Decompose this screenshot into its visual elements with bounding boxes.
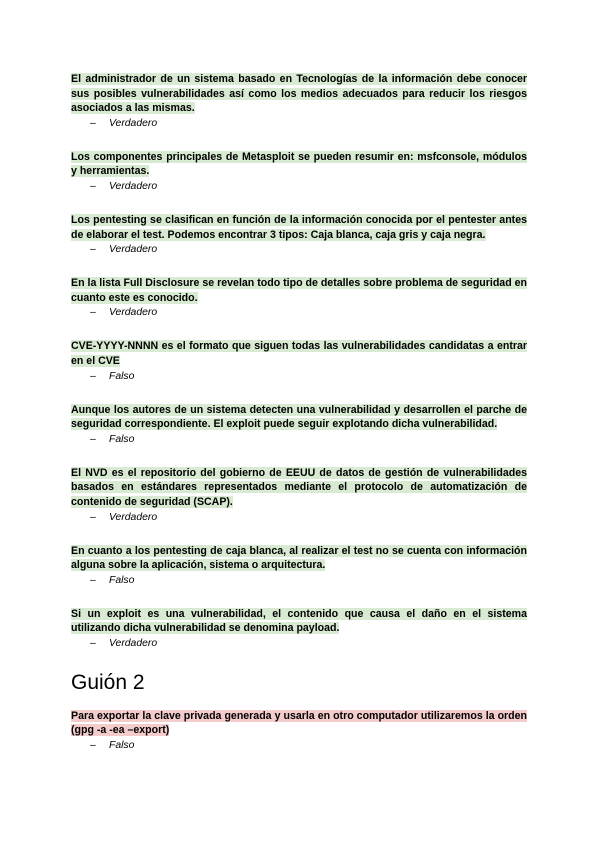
answer-line [90, 306, 527, 320]
answer-text: Verdadero [109, 117, 158, 129]
question-item [71, 150, 527, 194]
question-item [71, 544, 527, 588]
question-item [71, 276, 527, 320]
answer-line [90, 243, 527, 257]
question-text: En la lista Full Disclosure se revelan todo tipo de detalles sobre problema de seguridad en cuanto este es conocido. [71, 277, 527, 304]
answer-line [90, 180, 527, 194]
question-text-block [71, 150, 527, 179]
dash-bullet: – [90, 433, 96, 445]
question-text: El administrador de un sistema basado en Tecnologías de la información debe conocer sus posibles vulnerabilidades así como los medios adecuados para reducir los riesgos asociados a las mismas. [71, 73, 527, 115]
answer-line [90, 637, 527, 651]
question-item [71, 709, 527, 753]
question-text-block [71, 72, 527, 116]
answer-text: Verdadero [109, 637, 158, 649]
dash-bullet: – [90, 117, 96, 129]
question-text: Los componentes principales de Metasploit se pueden resumir en: msfconsole, módulos y herramientas. [71, 150, 527, 178]
question-item [71, 403, 527, 447]
question-item [71, 72, 527, 131]
answer-text: Verdadero [109, 511, 158, 523]
dash-bullet: – [90, 180, 96, 192]
dash-bullet: – [90, 574, 96, 586]
dash-bullet: – [90, 740, 96, 752]
question-text: Aunque los autores de un sistema detecten una vulnerabilidad y desarrollen el parche de seguridad correspondiente. El exploit puede seguir explotando dicha vulnerabilidad. [71, 403, 527, 431]
answer-text: Falso [109, 370, 135, 382]
question-item [71, 339, 527, 383]
question-item [71, 607, 527, 651]
dash-bullet: – [90, 637, 96, 649]
answer-text: Falso [109, 574, 135, 586]
question-text-block [71, 276, 527, 305]
question-text: En cuanto a los pentesting de caja blanca, al realizar el test no se cuenta con información alguna sobre la aplicación, sistema o arquitectura. [71, 544, 527, 572]
answer-text: Falso [109, 433, 135, 445]
dash-bullet: – [90, 511, 96, 523]
question-text-block [71, 213, 527, 242]
question-item [71, 213, 527, 257]
answer-text: Falso [109, 740, 135, 752]
question-text: Para exportar la clave privada generada y usarla en otro computador utilizaremos la orden (gpg -a -ea –export) [71, 709, 527, 737]
answer-line [90, 574, 527, 588]
answer-line [90, 511, 527, 525]
answer-line [90, 433, 527, 447]
answer-text: Verdadero [109, 244, 158, 256]
answer-text: Verdadero [109, 307, 158, 319]
document-page [71, 72, 527, 772]
dash-bullet: – [90, 244, 96, 256]
answer-text: Verdadero [109, 180, 158, 192]
question-text: El NVD es el repositorio del gobierno de EEUU de datos de gestión de vulnerabilidades basados en estándares representados mediante el protocolo de automatización de contenido de seguridad (SCAP). [71, 466, 527, 508]
question-text: CVE-YYYY-NNNN es el formato que siguen todas las vulnerabilidades candidatas a entrar en el CVE [71, 340, 527, 367]
question-text: Si un exploit es una vulnerabilidad, el contenido que causa el daño en el sistema utilizando dicha vulnerabilidad se denomina payload. [71, 607, 527, 635]
answer-line [90, 370, 527, 384]
question-item [71, 466, 527, 525]
question-text-block [71, 607, 527, 636]
section-1 [71, 72, 527, 651]
dash-bullet: – [90, 307, 96, 319]
question-text-block [71, 466, 527, 510]
section-2 [71, 709, 527, 753]
question-text-block [71, 403, 527, 432]
answer-line [90, 117, 527, 131]
question-text-block [71, 544, 527, 573]
dash-bullet: – [90, 370, 96, 382]
section-heading: Guión 2 [71, 670, 145, 694]
question-text: Los pentesting se clasifican en función de la información conocida por el pentester antes de elaborar el test. Podemos encontrar 3 tipos: Caja blanca, caja gris y caja negra. [71, 213, 527, 241]
answer-line [90, 739, 527, 753]
question-text-block [71, 339, 527, 368]
question-text-block [71, 709, 527, 738]
